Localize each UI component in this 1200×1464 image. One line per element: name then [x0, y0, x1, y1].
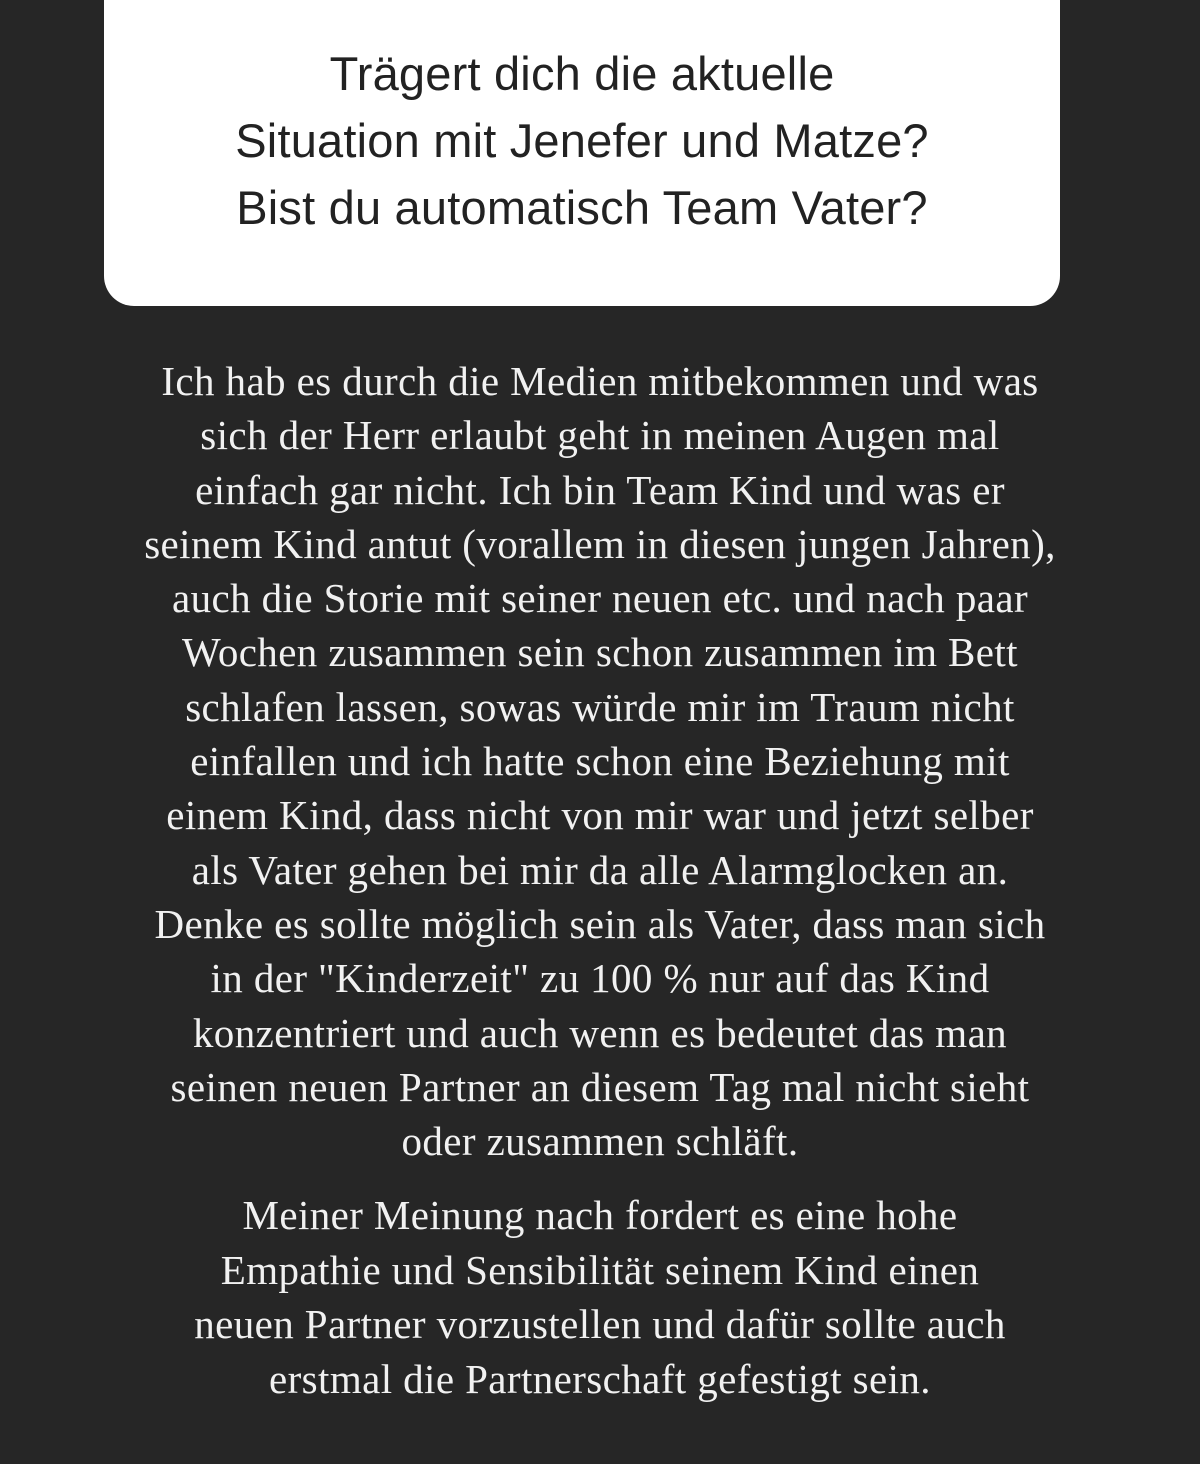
answer-line: Meiner Meinung nach fordert es eine hohe	[242, 1192, 958, 1238]
answer-line: auch die Storie mit seiner neuen etc. und nach paar	[171, 575, 1028, 622]
answer-line: einfallen und ich hatte schon eine Beziehung mit	[190, 738, 1010, 785]
answer-line: Empathie und Sensibilität seinem Kind einen	[220, 1246, 980, 1293]
answer-paragraph-1	[40, 354, 1160, 1168]
answer-line: schlafen lassen, sowas würde mir im Traum nicht	[185, 683, 1015, 730]
answer-line: Wochen zusammen sein schon zusammen im Bett	[182, 629, 1018, 676]
answer-line: oder zusammen schläft.	[401, 1118, 799, 1165]
question-line: Bist du automatisch Team Vater?	[236, 181, 928, 234]
question-line: Trägert dich die aktuelle	[329, 47, 835, 100]
answer-line: Ich hab es durch die Medien mitbekommen und was	[161, 358, 1039, 404]
answer-line: seinen neuen Partner an diesem Tag mal nicht sieht	[170, 1063, 1030, 1110]
answer-line: sich der Herr erlaubt geht in meinen Augen mal	[200, 412, 1000, 459]
answer-paragraph-2	[40, 1188, 1160, 1406]
answer-line: seinem Kind antut (vorallem in diesen jungen Jahren),	[144, 520, 1056, 567]
answer-line: erstmal die Partnerschaft gefestigt sein.	[269, 1355, 931, 1402]
question-text	[104, 40, 1060, 241]
answer-line: als Vater gehen bei mir da alle Alarmglocken an.	[191, 846, 1009, 893]
question-sticker	[104, 0, 1060, 306]
answer-line: konzentriert und auch wenn es bedeutet das man	[192, 1009, 1008, 1056]
question-line: Situation mit Jenefer und Matze?	[235, 114, 929, 167]
answer-line: einfach gar nicht. Ich bin Team Kind und was er	[195, 466, 1005, 513]
answer-line: in der "Kinderzeit" zu 100 % nur auf das Kind	[210, 955, 990, 1002]
answer-line: neuen Partner vorzustellen und dafür sollte auch	[194, 1301, 1006, 1347]
answer-line: einem Kind, dass nicht von mir war und jetzt selber	[166, 792, 1034, 839]
answer-line: Denke es sollte möglich sein als Vater, dass man sich	[154, 900, 1046, 947]
